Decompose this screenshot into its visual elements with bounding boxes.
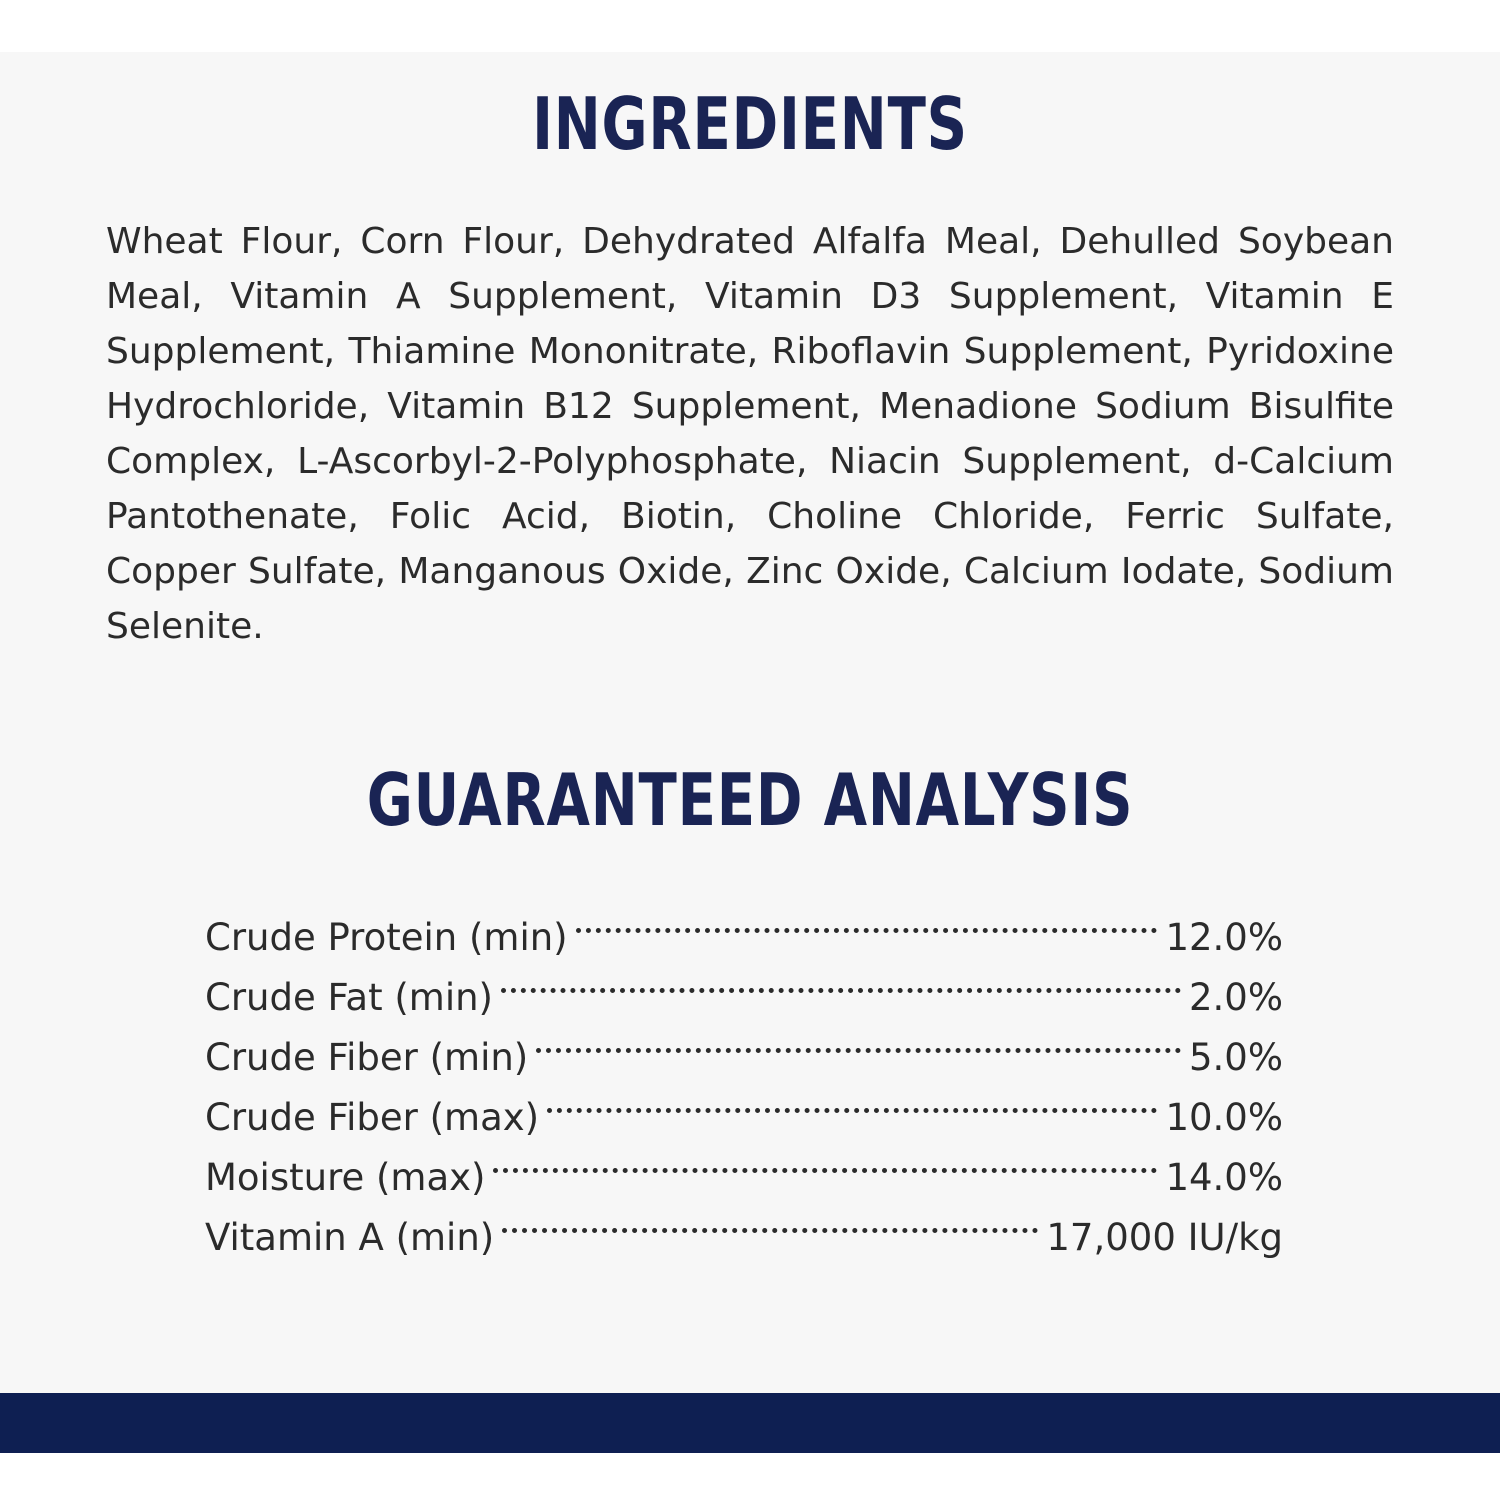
analysis-value: 12.0%	[1165, 916, 1283, 959]
dot-leader	[576, 890, 1158, 950]
analysis-label: Crude Fiber (max)	[205, 1096, 540, 1139]
analysis-value: 10.0%	[1165, 1096, 1283, 1139]
analysis-label: Crude Protein (min)	[205, 916, 568, 959]
analysis-label: Crude Fat (min)	[205, 976, 493, 1019]
analysis-value: 2.0%	[1189, 976, 1283, 1019]
ingredients-heading: INGREDIENTS	[532, 82, 968, 166]
analysis-value: 17,000 IU/kg	[1046, 1216, 1283, 1259]
dot-leader	[536, 1010, 1181, 1070]
dot-leader	[502, 1190, 1038, 1250]
ingredients-list-text: Wheat Flour, Corn Flour, Dehydrated Alfalfa Meal, Dehulled Soybean Meal, Vitamin A Supplement, Vitamin D3 Supplement, Vitamin E Supplement, Thiamine Mononitrate, Riboflavin Supplement, Pyridoxine Hydrochloride, Vitamin B12 Supplement, Menadione Sodium Bisulfite Complex, L-Ascorbyl-2-Polyphosphate, Niacin Supplement, d-Calcium Pantothenate, Folic Acid, Biotin, Choline Chloride, Ferric Sulfate, Copper Sulfate, Manganous Oxide, Zinc Oxide, Calcium Iodate, Sodium Selenite.	[106, 221, 1394, 647]
analysis-label: Vitamin A (min)	[205, 1216, 495, 1259]
guaranteed-analysis-list	[205, 890, 1283, 1259]
footer-color-bar	[0, 1393, 1500, 1453]
analysis-value: 5.0%	[1189, 1036, 1283, 1079]
dot-leader	[493, 1130, 1157, 1190]
guaranteed-analysis-heading: GUARANTEED ANALYSIS	[366, 758, 1134, 842]
dot-leader	[547, 1070, 1157, 1130]
dot-leader	[501, 950, 1181, 1010]
analysis-row-crude-protein	[205, 890, 1283, 959]
analysis-label: Crude Fiber (min)	[205, 1036, 529, 1079]
analysis-label: Moisture (max)	[205, 1156, 486, 1199]
analysis-value: 14.0%	[1165, 1156, 1283, 1199]
